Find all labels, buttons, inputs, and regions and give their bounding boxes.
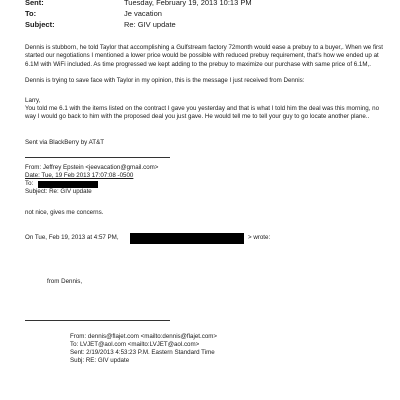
body-paragraph-1: Dennis is stubborn, he told Taylor that accomplishing a Gulfstream factory 72month would ease a prebuy to a buyer,. When we first started our negotiations I mentioned a lower price would be possible with reduced prebuy requirement, that's how we ended up at 6.1M with WiFi included. As time progressed we kept adding to the prebuy to maximize our purchase with same price of 6.1M,. xyxy=(25,44,383,68)
quoted2-to: To: LVJET@aol.com <mailto:LVJET@aol.com> xyxy=(70,341,200,348)
divider-1 xyxy=(25,157,170,158)
quoted-to: To: xyxy=(25,180,34,187)
quoted-from: From: Jeffrey Epstein <jeevacation@gmail.com> xyxy=(25,164,159,171)
subject-value: Re: GIV update xyxy=(124,20,176,29)
redaction-box xyxy=(38,181,98,188)
greeting: Larry, xyxy=(25,97,41,104)
quoted-date: Date: Tue, 19 Feb 2013 17:07:08 -0500 xyxy=(25,172,134,179)
divider-2 xyxy=(25,320,170,321)
sent-label: Sent: xyxy=(25,0,44,7)
subject-label: Subject: xyxy=(25,20,55,29)
quoted-on-prefix: On Tue, Feb 19, 2013 at 4:57 PM, xyxy=(25,234,119,241)
body-paragraph-2: You told me 6.1 with the items listed on the contract I gave you yesterday and that is what I told him the deal was this morning, no way I would go back to him with the proposed deal you just gave. He would tell me to tell your guy to go locate another plane.. xyxy=(25,105,380,121)
quoted2-from: From: dennis@flajet.com <mailto:dennis@flajet.com> xyxy=(70,333,218,340)
quoted-on-suffix: > wrote: xyxy=(248,234,271,241)
quoted-subject: Subject: Re: GIV update xyxy=(25,188,92,195)
body-paragraph-1b: Dennis is trying to save face with Taylor in my opinion, this is the message I just received from Dennis: xyxy=(25,77,305,84)
quoted2-sent: Sent: 2/19/2013 4:53:23 P.M. Eastern Standard Time xyxy=(70,349,215,356)
sent-value: Tuesday, February 19, 2013 10:13 PM xyxy=(124,0,252,7)
to-label: To: xyxy=(25,9,37,18)
from-dennis: from Dennis, xyxy=(47,278,83,285)
signature: Sent via BlackBerry by AT&T xyxy=(25,139,104,146)
to-value: Je vacation xyxy=(124,9,162,18)
quoted2-subj: Subj: RE: GIV update xyxy=(70,357,130,364)
quoted-body: not nice, gives me concerns. xyxy=(25,209,104,216)
redaction-box xyxy=(130,233,244,244)
